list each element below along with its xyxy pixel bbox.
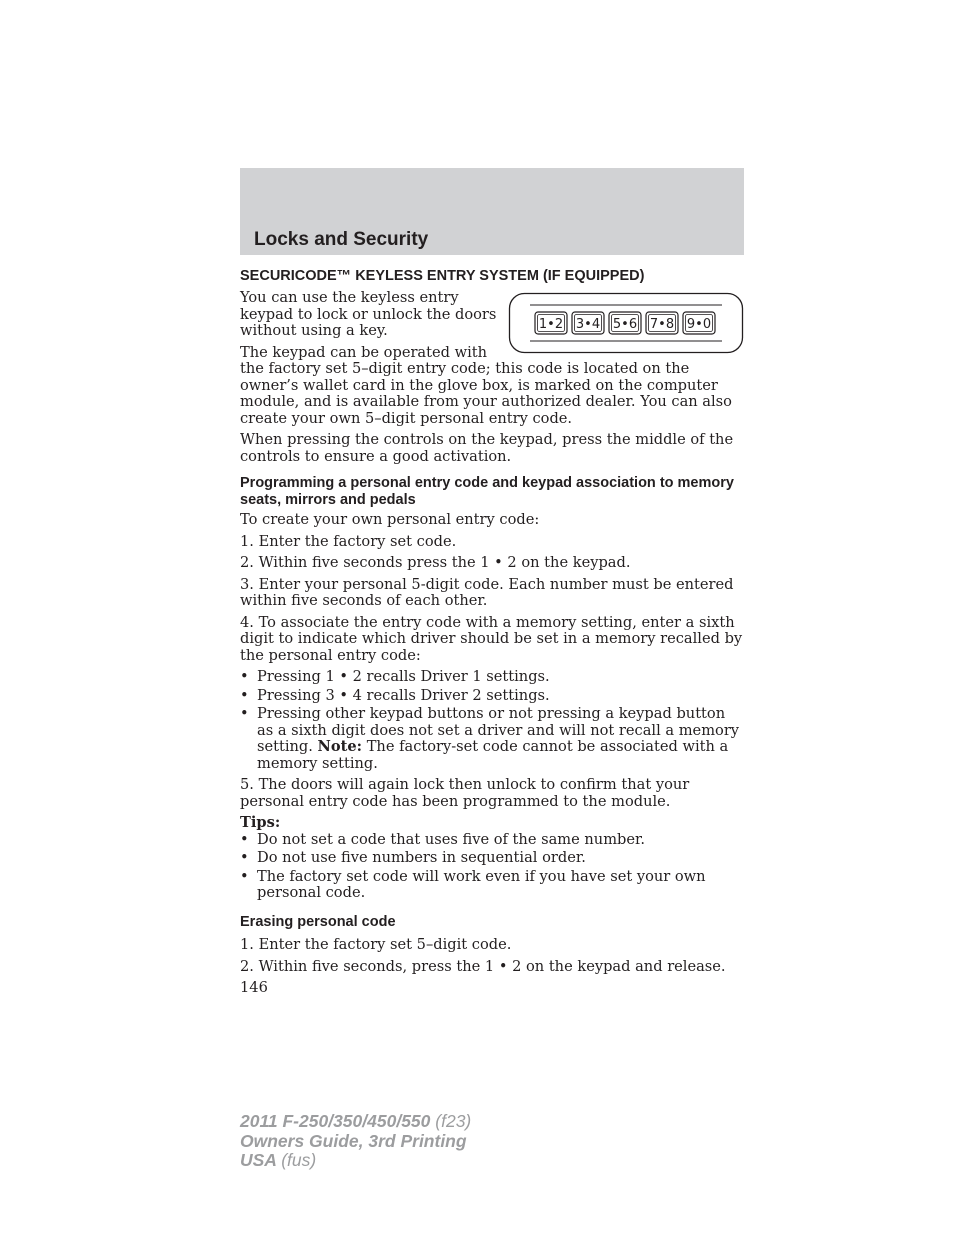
keypad-button-4	[646, 312, 678, 334]
keypad-button-label: 7•8	[649, 317, 675, 332]
erasing-step-1: 1. Enter the factory set 5–digit code.	[240, 936, 512, 953]
list-item: • Do not use five numbers in sequential order.	[240, 850, 744, 867]
intro-paragraph-3: When pressing the controls on the keypad, press the middle of the controls to ensure a good activation.	[240, 431, 734, 465]
footer-region: USA	[240, 1150, 277, 1170]
keypad-illustration	[508, 292, 744, 354]
programming-step-3: 3. Enter your personal 5-digit code. Each number must be entered within five seconds of each other.	[240, 575, 734, 609]
keypad-button-5	[683, 312, 715, 334]
footer-line-1	[240, 1112, 471, 1132]
keypad-button-label: 9•0	[686, 317, 712, 332]
footer-line-2: Owners Guide, 3rd Printing	[240, 1130, 467, 1151]
programming-step-2: 2. Within five seconds press the 1 • 2 on the keypad.	[240, 554, 631, 571]
footer-line-3	[240, 1151, 471, 1171]
keypad-button-label: 3•4	[575, 317, 601, 332]
driver-bullet-list	[240, 669, 744, 772]
footer-region-code: (fus)	[281, 1150, 317, 1170]
section-title: Locks and Security	[254, 229, 429, 250]
keypad-button-2	[572, 312, 604, 334]
page-number: 146	[240, 979, 268, 996]
note-label: Note:	[317, 738, 363, 755]
note-text: The factory-set code cannot be associated with a memory setting.	[257, 738, 729, 772]
keypad-graphic	[508, 292, 744, 354]
document-footer	[240, 1112, 471, 1171]
footer-model-code: (f23)	[435, 1111, 472, 1131]
keypad-button-label: 1•2	[538, 317, 564, 332]
intro-paragraph-2: The keypad can be operated with the factory set 5–digit entry code; this code is located on the owner’s wallet card in the glove box, is marked on the computer module, and is available from your authorized dealer. You can also create your own 5–digit personal entry code.	[240, 343, 732, 427]
intro-paragraph-1: You can use the keyless entry keypad to lock or unlock the doors without using a key.	[240, 289, 497, 339]
main-content	[240, 268, 744, 997]
list-item: • Pressing 3 • 4 recalls Driver 2 settings.	[240, 688, 744, 705]
erasing-heading: Erasing personal code	[240, 913, 396, 930]
programming-step-1: 1. Enter the factory set code.	[240, 532, 457, 550]
footer-model: 2011 F-250/350/450/550	[240, 1111, 431, 1131]
erasing-step-2: 2. Within five seconds, press the 1 • 2 on the keypad and release.	[240, 957, 726, 975]
list-item: • The factory set code will work even if you have set your own personal code.	[240, 869, 744, 902]
keypad-button-3	[609, 312, 641, 334]
programming-heading: Programming a personal entry code and keypad association to memory seats, mirrors and pedals	[240, 475, 734, 508]
tips-list	[240, 832, 744, 902]
list-item: • Pressing 1 • 2 recalls Driver 1 settings.	[240, 669, 744, 686]
tips-label: Tips:	[240, 814, 281, 831]
keypad-button-label: 5•6	[612, 317, 638, 332]
list-item: • Do not set a code that uses five of the same number.	[240, 832, 744, 849]
programming-step-5: 5. The doors will again lock then unlock to confirm that your personal entry code has been programmed to the module.	[240, 776, 690, 810]
keypad-button-1	[535, 312, 567, 334]
programming-intro: To create your own personal entry code:	[240, 511, 540, 528]
programming-step-4: 4. To associate the entry code with a memory setting, enter a sixth digit to indicate which driver should be set in a memory recalled by the personal entry code:	[240, 613, 743, 664]
list-item	[240, 706, 744, 772]
page-heading: SECURICODE™ KEYLESS ENTRY SYSTEM (IF EQUIPPED)	[240, 268, 645, 284]
section-header-band	[240, 168, 744, 255]
bullet-text: Pressing other keypad buttons or not pressing a keypad button as a sixth digit does not set a driver and will not recall a memory setting.	[257, 705, 740, 755]
